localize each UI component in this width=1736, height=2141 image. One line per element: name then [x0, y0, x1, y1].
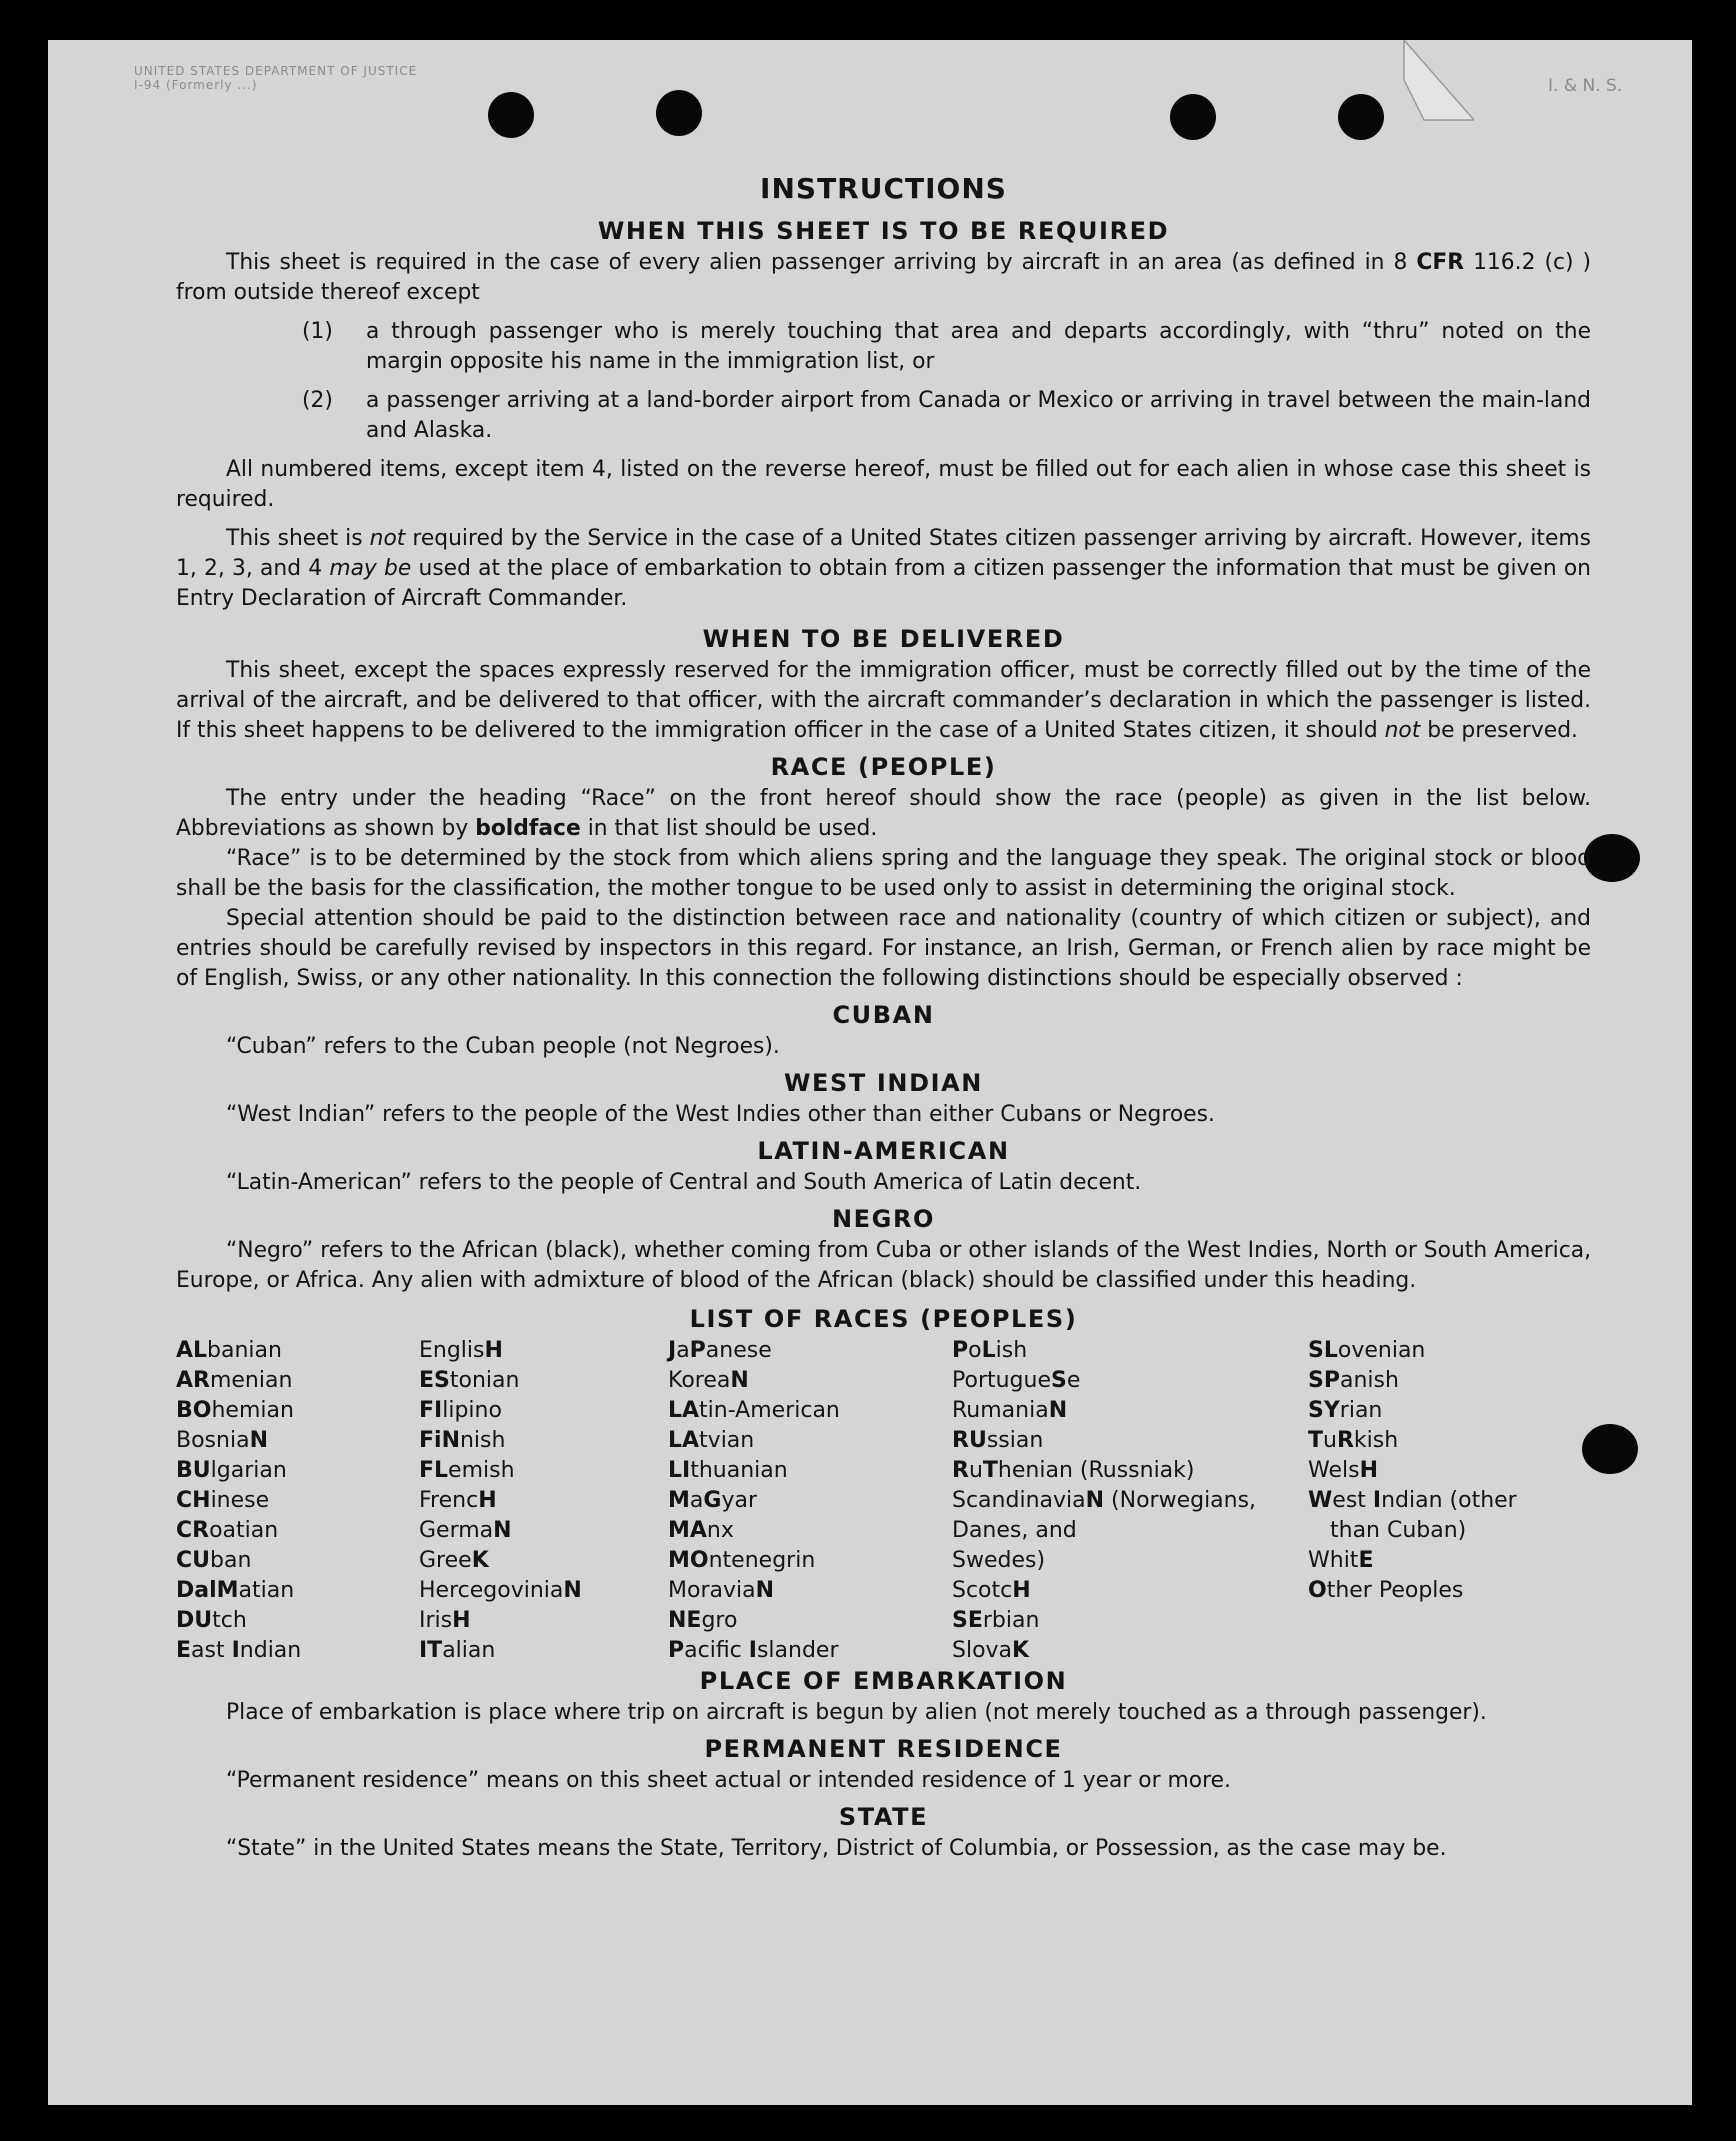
race-entry: KoreaN [668, 1368, 749, 1393]
section-heading-place-of-embarkation: PLACE OF EMBARKATION [699, 1667, 1068, 1695]
torn-corner-icon [1374, 40, 1474, 150]
race-entry: CRoatian [176, 1518, 279, 1543]
section-heading-cuban: CUBAN [832, 1001, 935, 1029]
section-heading-race: RACE (PEOPLE) [770, 753, 997, 781]
section-heading-state: STATE [838, 1803, 929, 1831]
races-column [952, 1336, 1256, 1666]
races-list [176, 1336, 1591, 1663]
race-entry: BUlgarian [176, 1458, 287, 1483]
punch-hole-icon [1170, 94, 1216, 140]
state-definition: “State” in the United States means the State, Territory, District of Columbia, or Possession, as the case may be. [226, 1836, 1447, 1861]
embarkation-definition: Place of embarkation is place where trip on aircraft is begun by alien (not merely touched as a through passenger). [226, 1700, 1487, 1725]
race-entry: East Indian [176, 1638, 302, 1663]
races-column [419, 1336, 582, 1666]
races-column [176, 1336, 301, 1666]
race-entry: HercegoviniaN [419, 1578, 582, 1603]
race-entry: FIlipino [419, 1398, 502, 1423]
race-entry: BosniaN [176, 1428, 268, 1453]
races-column [1308, 1336, 1517, 1606]
race-entry: GreeK [419, 1548, 489, 1573]
race-entry: than Cuban) [1330, 1518, 1467, 1543]
section-heading-when-delivered: WHEN TO BE DELIVERED [702, 625, 1065, 653]
race-entry: ARmenian [176, 1368, 293, 1393]
race-entry: DalMatian [176, 1578, 295, 1603]
race-entry: FrencH [419, 1488, 497, 1513]
race-entry: GermaN [419, 1518, 512, 1543]
race-entry: ITalian [419, 1638, 496, 1663]
ink-blot-icon [1584, 834, 1640, 882]
race-entry: PortugueSe [952, 1368, 1081, 1393]
race-entry: JaPanese [668, 1338, 772, 1363]
page-title: INSTRUCTIONS [760, 172, 1007, 205]
section-heading-negro: NEGRO [831, 1205, 936, 1233]
race-entry: WhitE [1308, 1548, 1374, 1573]
section-heading-list-of-races: LIST OF RACES (PEOPLES) [689, 1305, 1078, 1333]
race-entry: FLemish [419, 1458, 515, 1483]
exception-item: (2) a passenger arriving at a land-border airport from Canada or Mexico or arriving in travel between the main-land and Alaska. [302, 388, 1591, 443]
instructions-body [176, 172, 1591, 1864]
race-entry: MAnx [668, 1518, 734, 1543]
race-entry: ScotcH [952, 1578, 1031, 1603]
negro-definition: “Negro” refers to the African (black), whether coming from Cuba or other islands of the West Indies, North or South America, Europe, or Africa. Any alien with admixture of blood of the African (black) should be classified under this heading. [176, 1238, 1591, 1293]
race-entry: RuThenian (Russniak) [952, 1458, 1195, 1483]
race-entry: West Indian (other [1308, 1488, 1517, 1513]
race-entry: LAtvian [668, 1428, 755, 1453]
section-heading-west-indian: WEST INDIAN [783, 1069, 983, 1097]
races-column [668, 1336, 840, 1666]
race-entry: Swedes) [952, 1548, 1046, 1573]
race-entry: ScandinaviaN (Norwegians, [952, 1488, 1257, 1513]
race-entry: EStonian [419, 1368, 520, 1393]
race-entry: CHinese [176, 1488, 270, 1513]
race-entry: LIthuanian [668, 1458, 788, 1483]
punch-hole-icon [1338, 94, 1384, 140]
race-entry: WelsH [1308, 1458, 1378, 1483]
bleed-agency-line: UNITED STATES DEPARTMENT OF JUSTICE [134, 64, 418, 78]
numbered-items-paragraph: All numbered items, except item 4, listed on the reverse hereof, must be filled out for each alien in whose case this sheet is required. [176, 457, 1591, 512]
required-intro: This sheet is required in the case of every alien passenger arriving by aircraft in an area (as defined in 8 CFR 116.2 (c) ) from outside thereof except [176, 250, 1591, 305]
residence-definition: “Permanent residence” means on this sheet actual or intended residence of 1 year or more. [226, 1768, 1231, 1793]
section-heading-latin-american: LATIN-AMERICAN [757, 1137, 1010, 1165]
west-indian-definition: “West Indian” refers to the people of the West Indies other than either Cubans or Negroes. [226, 1102, 1215, 1127]
race-entry: MOntenegrin [668, 1548, 816, 1573]
race-entry: SYrian [1308, 1398, 1383, 1423]
exception-item: (1) a through passenger who is merely touching that area and departs accordingly, with “thru” noted on the margin opposite his name in the immigration list, or [302, 319, 1591, 374]
section-heading-when-required: WHEN THIS SHEET IS TO BE REQUIRED [597, 217, 1170, 245]
race-entry: SLovenian [1308, 1338, 1426, 1363]
race-entry: RUssian [952, 1428, 1044, 1453]
race-paragraph-2: “Race” is to be determined by the stock from which aliens spring and the language they speak. The original stock or blood shall be the basis for the classification, the mother tongue to be used only to assist in determining the original stock. [176, 846, 1591, 901]
bleed-form-line: I-94 (Formerly ...) [134, 78, 258, 92]
race-entry: MaGyar [668, 1488, 757, 1513]
bleed-corner-text: I. & N. S. [1548, 76, 1623, 96]
race-paragraph-1: The entry under the heading “Race” on the front hereof should show the race (people) as given in the list below. Abbreviations as shown by boldface in that list should be used. [176, 786, 1591, 841]
race-entry: SErbian [952, 1608, 1040, 1633]
delivered-paragraph: This sheet, except the spaces expressly reserved for the immigration officer, must be correctly filled out by the time of the arrival of the aircraft, and be delivered to that officer, with the aircraft commander’s declaration in which the passenger is listed. If this sheet happens to be delivered to the immigration officer in the case of a United States citizen, it should not be preserved. [176, 658, 1591, 743]
race-entry: Pacific Islander [668, 1638, 839, 1663]
race-entry: BOhemian [176, 1398, 294, 1423]
cuban-definition: “Cuban” refers to the Cuban people (not Negroes). [226, 1034, 780, 1059]
punch-hole-icon [488, 92, 534, 138]
race-entry: ALbanian [176, 1338, 282, 1363]
race-entry: RumaniaN [952, 1398, 1068, 1423]
race-entry: SlovaK [952, 1638, 1030, 1663]
race-entry: SPanish [1308, 1368, 1399, 1393]
race-entry: FiNnish [419, 1428, 506, 1453]
race-entry: MoraviaN [668, 1578, 775, 1603]
race-paragraph-3: Special attention should be paid to the distinction between race and nationality (country of which citizen or subject), and entries should be carefully revised by inspectors in this regard. For instance, an Irish, German, or French alien by race might be of English, Swiss, or any other nationality. In this connection the following distinctions should be especially observed : [176, 906, 1591, 991]
race-entry: Danes, and [952, 1518, 1077, 1543]
race-entry: DUtch [176, 1608, 247, 1633]
section-heading-permanent-residence: PERMANENT RESIDENCE [704, 1735, 1063, 1763]
bleed-through-header [134, 64, 417, 92]
race-entry: IrisH [419, 1608, 471, 1633]
race-entry: NEgro [668, 1608, 738, 1633]
race-entry: TuRkish [1308, 1428, 1399, 1453]
citizen-paragraph: This sheet is not required by the Service in the case of a United States citizen passenger arriving by aircraft. However, items 1, 2, 3, and 4 may be used at the place of embarkation to obtain from a citizen passenger the information that must be given on Entry Declaration of Aircraft Commander. [176, 526, 1591, 611]
race-entry: PoLish [952, 1338, 1028, 1363]
race-entry: Other Peoples [1308, 1578, 1464, 1603]
latin-american-definition: “Latin-American” refers to the people of Central and South America of Latin decent. [226, 1170, 1142, 1195]
punch-hole-icon [656, 90, 702, 136]
race-entry: CUban [176, 1548, 252, 1573]
race-entry: EnglisH [419, 1338, 503, 1363]
race-entry: LAtin-American [668, 1398, 840, 1423]
